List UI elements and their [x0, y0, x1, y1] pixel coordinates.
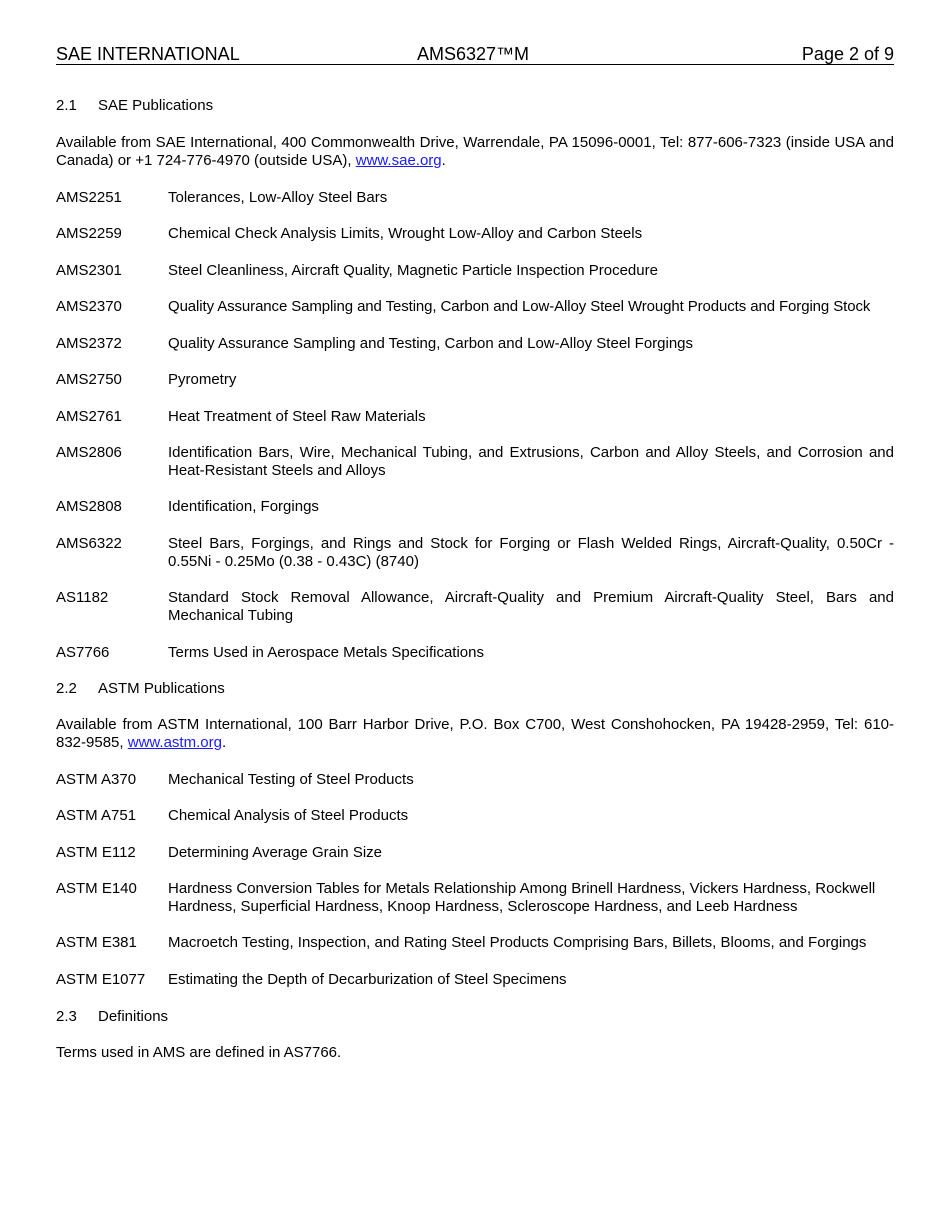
reference-code: ASTM E112 — [56, 844, 136, 861]
reference-title: Quality Assurance Sampling and Testing, Carbon and Low-Alloy Steel Wrought Products and Forging Stock — [168, 298, 871, 315]
reference-title: Steel Bars, Forgings, and Rings and Stock for Forging or Flash Welded Rings, Aircraft-Quality, 0.50Cr - 0.55Ni - 0.25Mo (0.38 - 0.43C) (8740) — [168, 535, 894, 570]
reference-item — [56, 589, 894, 625]
header-page-number: Page 2 of 9 — [801, 44, 894, 64]
section-heading-2-1 — [56, 97, 894, 115]
reference-item — [56, 844, 894, 862]
reference-code: AMS2251 — [56, 189, 122, 206]
reference-title: Identification, Forgings — [168, 498, 319, 515]
reference-item — [56, 262, 894, 280]
reference-title: Terms Used in Aerospace Metals Specifications — [168, 644, 484, 661]
sae-website-link[interactable]: www.sae.org — [355, 152, 442, 169]
reference-title: Steel Cleanliness, Aircraft Quality, Magnetic Particle Inspection Procedure — [168, 262, 658, 279]
reference-code: AMS2301 — [56, 262, 122, 279]
reference-item — [56, 771, 894, 789]
reference-title: Chemical Analysis of Steel Products — [168, 807, 409, 824]
header-doc-number: AMS6327™M — [417, 44, 530, 64]
reference-title: Determining Average Grain Size — [168, 844, 382, 861]
section-title: SAE Publications — [98, 97, 214, 114]
reference-code: AMS2372 — [56, 335, 122, 352]
section-number: 2.1 — [56, 97, 77, 114]
reference-title: Mechanical Testing of Steel Products — [168, 771, 414, 788]
reference-item — [56, 371, 894, 389]
reference-code: AMS2259 — [56, 225, 122, 242]
reference-item — [56, 971, 894, 989]
reference-code: AS7766 — [56, 644, 110, 661]
reference-title: Tolerances, Low-Alloy Steel Bars — [168, 189, 388, 206]
reference-title: Hardness Conversion Tables for Metals Relationship Among Brinell Hardness, Vickers Hardness, Rockwell Hardness, Superficial Hardness, Knoop Hardness, Scleroscope Hardness, and Leeb Hardness — [168, 880, 876, 915]
reference-code: AS1182 — [56, 589, 109, 606]
sae-availability-paragraph: Available from SAE International, 400 Commonwealth Drive, Warrendale, PA 15096-0001, Tel: 877-606-7323 (inside USA and Canada) or +1 724-776-4970 (outside USA), www.sae.org. — [56, 134, 894, 169]
reference-item — [56, 934, 894, 952]
availability-text: Available from ASTM International, 100 Barr Harbor Drive, P.O. Box C700, West Conshohocken, PA 19428-2959, Tel: 610-832-9585, — [56, 716, 894, 751]
definitions-paragraph: Terms used in AMS are defined in AS7766. — [56, 1044, 342, 1061]
header-org: SAE INTERNATIONAL — [56, 44, 240, 64]
availability-text: Available from SAE International, 400 Commonwealth Drive, Warrendale, PA 15096-0001, Tel: 877-606-7323 (inside USA and Canada) or +1 724-776-4970 (outside USA), — [56, 134, 894, 169]
section-heading-2-2 — [56, 680, 894, 698]
reference-title: Identification Bars, Wire, Mechanical Tubing, and Extrusions, Carbon and Alloy Steels, and Corrosion and Heat-Resistant Steels and Alloys — [168, 444, 894, 479]
reference-code: ASTM A751 — [56, 807, 137, 824]
reference-item — [56, 880, 894, 916]
reference-item — [56, 807, 894, 825]
reference-code: AMS2750 — [56, 371, 122, 388]
reference-item — [56, 298, 894, 316]
reference-title: Heat Treatment of Steel Raw Materials — [168, 408, 426, 425]
reference-code: AMS2761 — [56, 408, 122, 425]
section-number: 2.2 — [56, 680, 77, 697]
reference-code: ASTM E381 — [56, 934, 137, 951]
reference-item — [56, 225, 894, 243]
reference-item — [56, 408, 894, 426]
astm-availability-paragraph: Available from ASTM International, 100 Barr Harbor Drive, P.O. Box C700, West Conshohocken, PA 19428-2959, Tel: 610-832-9585, www.astm.org. — [56, 716, 894, 751]
reference-title: Pyrometry — [168, 371, 237, 388]
reference-item — [56, 498, 894, 516]
reference-item — [56, 444, 894, 480]
reference-code: ASTM E140 — [56, 880, 137, 897]
section-number: 2.3 — [56, 1008, 77, 1025]
page-header — [56, 44, 894, 65]
reference-code: AMS2370 — [56, 298, 122, 315]
reference-title: Estimating the Depth of Decarburization of Steel Specimens — [168, 971, 567, 988]
section-title: ASTM Publications — [98, 680, 225, 697]
reference-code: ASTM E1077 — [56, 971, 146, 988]
astm-website-link[interactable]: www.astm.org — [127, 734, 222, 751]
reference-title: Macroetch Testing, Inspection, and Rating Steel Products Comprising Bars, Billets, Blooms, and Forgings — [168, 934, 867, 951]
reference-code: AMS6322 — [56, 535, 122, 552]
reference-item — [56, 644, 894, 662]
section-heading-2-3 — [56, 1008, 894, 1026]
reference-code: ASTM A370 — [56, 771, 137, 788]
reference-item — [56, 189, 894, 207]
reference-item — [56, 535, 894, 571]
reference-item — [56, 335, 894, 353]
section-title: Definitions — [98, 1008, 169, 1025]
reference-code: AMS2806 — [56, 444, 122, 461]
reference-title: Quality Assurance Sampling and Testing, Carbon and Low-Alloy Steel Forgings — [168, 335, 694, 352]
reference-title: Chemical Check Analysis Limits, Wrought Low-Alloy and Carbon Steels — [168, 225, 643, 242]
reference-title: Standard Stock Removal Allowance, Aircraft-Quality and Premium Aircraft-Quality Steel, Bars and Mechanical Tubing — [168, 589, 894, 624]
reference-code: AMS2808 — [56, 498, 122, 515]
